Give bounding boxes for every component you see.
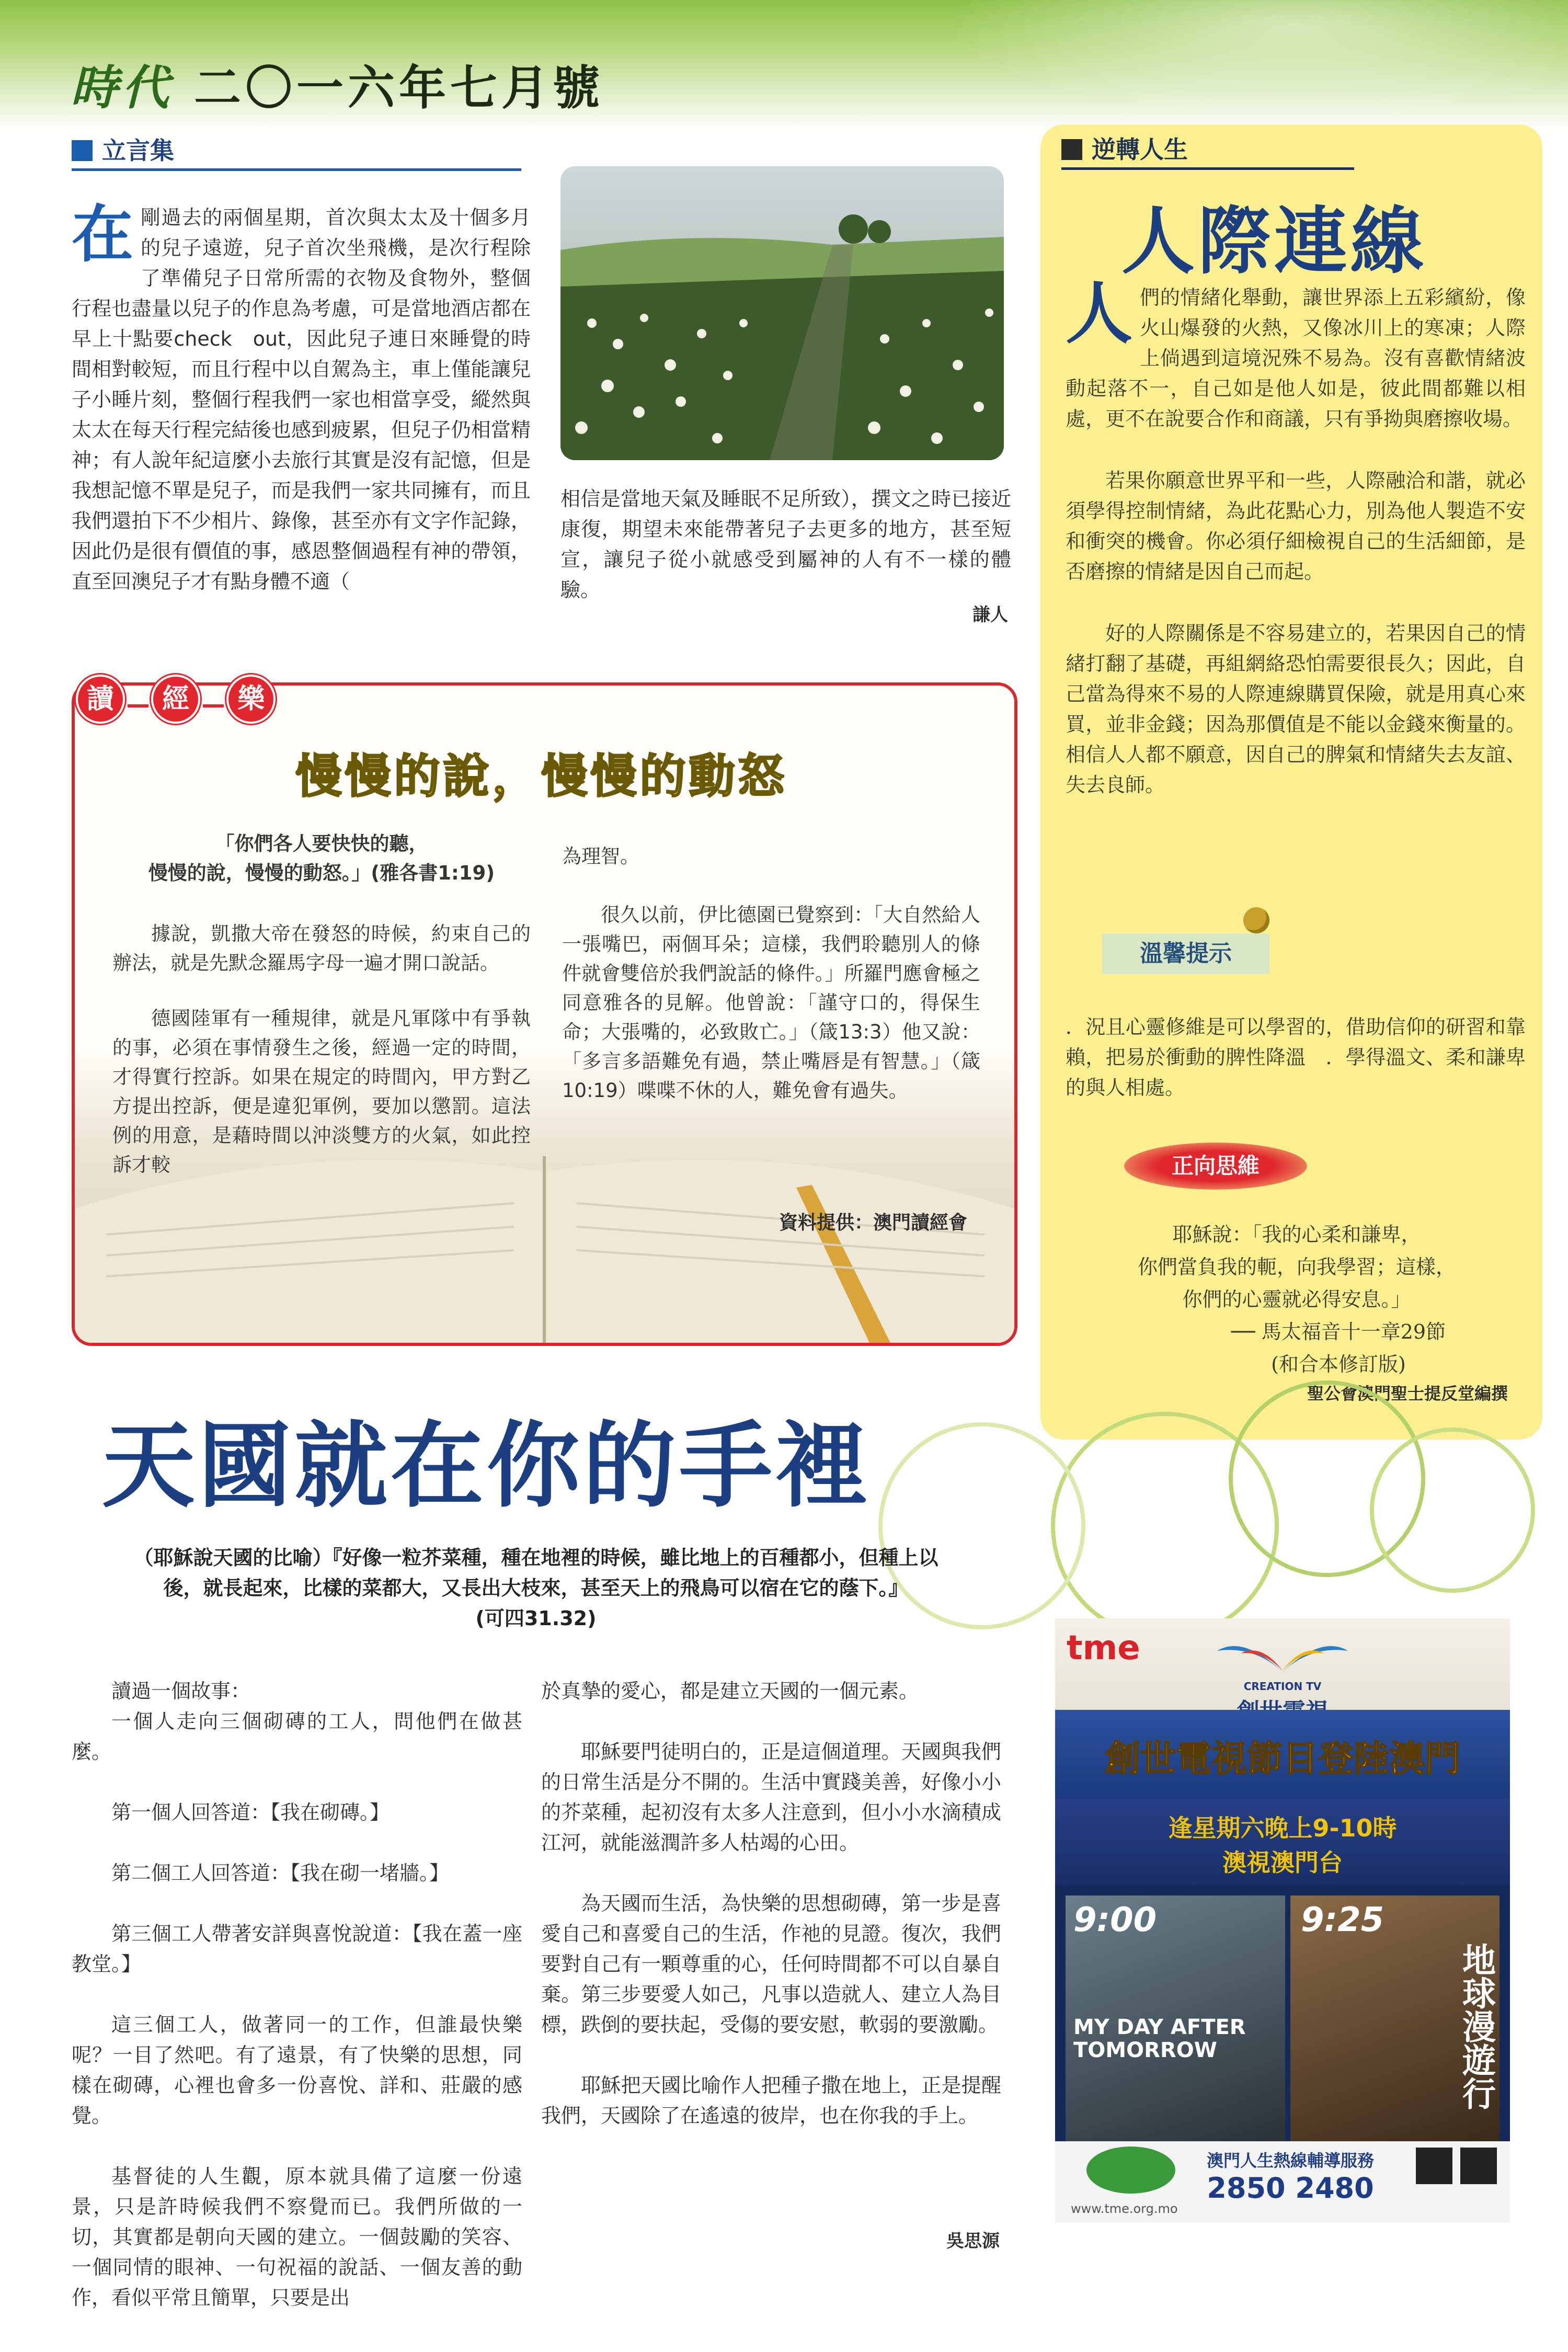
scripture-poem [1067,1218,1527,1380]
magazine-brand: 時代 [71,60,173,116]
quote-line-1: （耶穌說天國的比喻）『好像一粒芥菜種，種在地裡的時候，雖比地上的百種都小，但種上以 [133,1546,938,1569]
reading-right-column [562,842,980,1132]
ad-hotline-label: 澳門人生熱線輔導服務 [1206,2151,1374,2171]
liyanji-paragraph-cont: 相信是當地天氣及睡眠不足所致），撰文之時已接近康復，期望未來能帶著兒子去更多的地方，甚至短宣，讓兒子從小就感受到屬神的人有不一樣的體驗。 [560,487,1011,601]
article-line: 第一個人回答道：【我在砌磚。】 [111,1801,390,1824]
reading-verse [112,829,531,888]
magazine-title [71,50,604,118]
issue-date: 二〇一六年七月號 [194,60,604,116]
ad-schedule-line-1: 逢星期六晚上9-10時 [1168,1814,1397,1842]
article-right-column [541,1676,1001,2161]
badge-du: 讀 [76,675,125,724]
tme-logo: tme [1067,1629,1140,1668]
section-rule [72,168,521,171]
badge-le: 樂 [226,675,276,724]
article-line: 這三個工人，做著同一的工作，但誰最快樂呢？一目了然吧。有了遠景，有了快樂的思想，同樣在砌磚，心裡也會多一份喜悅、詳和、莊嚴的感覺。 [72,2013,522,2127]
reading-paragraph: 德國陸軍有一種規律，就是凡軍隊中有爭執的事，必須在事情發生之後，經過一定的時間，才得實行控訴。如果在規定的時間內，甲方對乙方提出控訴，便是違犯軍例，要加以懲罰。這法例的用意，是藉時間以沖淡雙方的火氣，如此控訴才較 [112,1007,531,1176]
reading-left-column [112,829,531,1206]
right-paragraph-2: 若果你願意世界平和一些，人際融洽和諧，就必須學得控制情緒，為此花點心力，別為他人製造不安和衝突的機會。你必須仔細檢視自己的生活細節，是否磨擦的情緒是因自己而起。 [1066,469,1526,583]
ad-time-1: 9:00 [1073,1901,1157,1939]
right-dropcap: 人 [1066,275,1133,353]
badge-jing: 經 [151,675,200,724]
poem-version: (和合本修訂版) [1271,1353,1406,1376]
section-square-icon [72,140,93,161]
badge-connector [128,704,148,707]
section-square-icon [1061,139,1082,160]
article-line: 耶穌把天國比喻作人把種子撒在地上，正是提醒我們，天國除了在遙遠的彼岸，也在你我的手上。 [541,2074,1001,2127]
liyanji-body [72,198,531,597]
liyanji-continued [560,484,1011,605]
ad-time-2: 9:25 [1301,1901,1384,1939]
article-title: 天國就在你的手裡 [102,1411,872,1520]
photo-illustration [560,166,1004,460]
poem-line: 你們當負我的軛，向我學習；這樣， [1137,1255,1456,1278]
article-quote [78,1543,993,1634]
reading-title: 慢慢的說，慢慢的動怒 [295,749,787,803]
right-title: 人際連線 [1121,199,1427,284]
article-line: 為天國而生活，為快樂的思想砌磚，第一步是喜愛自己和喜愛自己的生活，作祂的見證。復次，我們要對自己有一顆尊重的心，任何時間都不可以自暴自棄。第三步要愛人如己，凡事以造就人、建立人為目標，跌倒的要扶起，受傷的要安慰，軟弱的要激勵。 [541,1892,1001,2036]
ad-schedule-line-2: 澳視澳門台 [1222,1848,1343,1877]
reading-paragraph: 據說，凱撒大帝在發怒的時候，約束自己的辦法，就是先默念羅馬字母一遍才開口說話。 [112,922,531,974]
verse-line-1: 「你們各人要快快的聽， [215,832,428,855]
quote-line-2: 後，就長起來，比樣的菜都大，又長出大枝來，甚至天上的飛鳥可以宿在它的蔭下。』 [163,1577,909,1600]
hotline-logo-icon [1086,2147,1175,2194]
ad-show-2: 地球漫遊行 [1457,1943,1495,2110]
article-line: 基督徒的人生觀，原本就具備了這麼一份遠景，只是許時候我們不察覺而已。我們所做的一切，其實都是朝向天國的建立。一個鼓勵的笑容、一個同情的眼神、一句祝福的說話、一個友善的動作，看似平常且簡單，只要是出 [72,2165,522,2309]
article-left-column [72,1676,522,2343]
ad-show-1: MY DAY AFTER TOMORROW [1073,2015,1246,2062]
article-line: 於真摯的愛心，都是建立天國的一個元素。 [541,1680,919,1703]
bird-logo-icon [1212,1630,1353,1677]
right-para1-text: 們的情緒化舉動，讓世界添上五彩繽紛，像火山爆發的火熱，又像冰川上的寒凍；人際上倘遇到這境況殊不易為。沒有喜歡情緒波動起落不一，自己如是他人如是，彼此間都難以相處，更不在說要合作和商議，只有爭拗與磨擦收場。 [1066,286,1526,430]
poem-ref: ── 馬太福音十一章29節 [1231,1320,1446,1343]
creation-tv-ad[interactable] [1055,1618,1510,2223]
qr-code-icon [1460,2148,1497,2184]
right-body [1066,275,1526,831]
positive-thinking-label: 正向思維 [1124,1143,1307,1190]
reading-paragraph: 很久以前，伊比德園已覺察到：「大自然給人一張嘴巴，兩個耳朵；這樣，我們聆聽別人的條件就會雙倍於我們說話的條件。」所羅門應會極之同意雅各的見解。他曾說：「謹守口的，得保生命；大張嘴的，必致敗亡。」（箴13:3）他又說：「多言多語難免有過，禁止嘴唇是有智慧。」（箴10:19）喋喋不休的人，難免會有過失。 [562,904,980,1102]
liyanji-author: 謙人 [972,604,1008,625]
reading-continued: 為理智。 [562,845,639,867]
ad-hotline-number: 2850 2480 [1207,2172,1374,2205]
ad-hotline [1181,2148,1400,2205]
flower-field-photo [560,166,1004,460]
qr-code-icon [1416,2148,1452,2184]
section-rule [1061,167,1354,170]
section-title: 逆轉人生 [1092,135,1188,164]
decor-ring [1370,1428,1535,1593]
dropcap: 在 [72,198,134,270]
section-title: 立言集 [102,136,174,165]
tip-label: 溫馨提示 [1102,933,1269,974]
liyanji-paragraph: 剛過去的兩個星期，首次與太太及十個多月的兒子遠遊，兒子首次坐飛機，是次行程除了準備兒子日常所需的衣物及食物外，整個行程也盡量以兒子的作息為考慮，可是當地酒店都在早上十點要check out，因此兒子連日來睡覺的時間相對較短，而且行程中以自駕為主，車上僅能讓兒子小睡片刻，整個行程我們一家也相當享受，縱然與太太在每天行程完結後也感到疲累，但兒子仍相當精神；有人說年紀這麼小去旅行其實是沒有記憶，但是我想記憶不單是兒子，而是我們一家共同擁有，而且我們還拍下不少相片、錄像，甚至亦有文字作記錄，因此仍是很有價值的事，感恩整個過程有神的帶領，直至回澳兒子才有點身體不適（ [72,206,531,593]
ad-website[interactable]: www.tme.org.mo [1071,2201,1178,2216]
section-header-liyanji [72,132,521,171]
ad-station-en: CREATION TV [1243,1680,1322,1693]
right-credit: 聖公會澳門聖士提反堂編撰 [1307,1384,1508,1403]
section-header-nizhuan [1061,131,1354,170]
right-paragraph-1 [1066,275,1526,434]
poem-line: 耶穌說：「我的心柔和謙卑， [1172,1223,1421,1246]
article-line: 第二個工人回答道：【我在砌一堵牆。】 [111,1862,450,1885]
ad-schedule [1055,1809,1510,1878]
article-line: 讀過一個故事： [111,1680,251,1703]
reading-badges [76,675,276,724]
quote-ref: (可四31.32) [475,1607,597,1630]
article-line: 第三個工人帶著安詳與喜悅說道：【我在蓋一座教堂。】 [72,1922,522,1976]
article-line: 耶穌要門徒明白的，正是這個道理。天國與我們的日常生活是分不開的。生活中實踐美善，好像小小的芥菜種，起初沒有太多人注意到，但小小水滴積成江河，就能滋潤許多人枯竭的心田。 [541,1740,1001,1854]
ad-headline: 創世電視節目登陸澳門 [1104,1739,1460,1780]
article-line: 一個人走向三個砌磚的工人，問他們在做甚麼。 [72,1710,522,1763]
badge-connector [203,704,224,707]
poem-line: 你們的心靈就必得安息。」 [1182,1288,1411,1311]
right-paragraph-3: 好的人際關係是不容易建立的，若果因自己的情緒打翻了基礎，再組網絡恐怕需要很長久；因此，自己當為得來不易的人際連線購買保險，就是用真心來買，並非金錢；因為那價值是不能以金錢來衡量的。相信人人都不願意，因自己的脾氣和情緒失去友誼、失去良師。 [1066,622,1526,796]
push-pin-icon [1243,907,1269,933]
tip-text: ．況且心靈修維是可以學習的，借助信仰的研習和靠賴，把易於衝動的脾性降溫 ．學得溫文、柔和謙卑的與人相處。 [1066,1015,1526,1099]
article-author: 吳思源 [946,2231,1000,2252]
verse-line-2: 慢慢的說，慢慢的動怒。」(雅各書1:19) [148,862,495,884]
reading-credit: 資料提供：澳門讀經會 [779,1212,968,1234]
